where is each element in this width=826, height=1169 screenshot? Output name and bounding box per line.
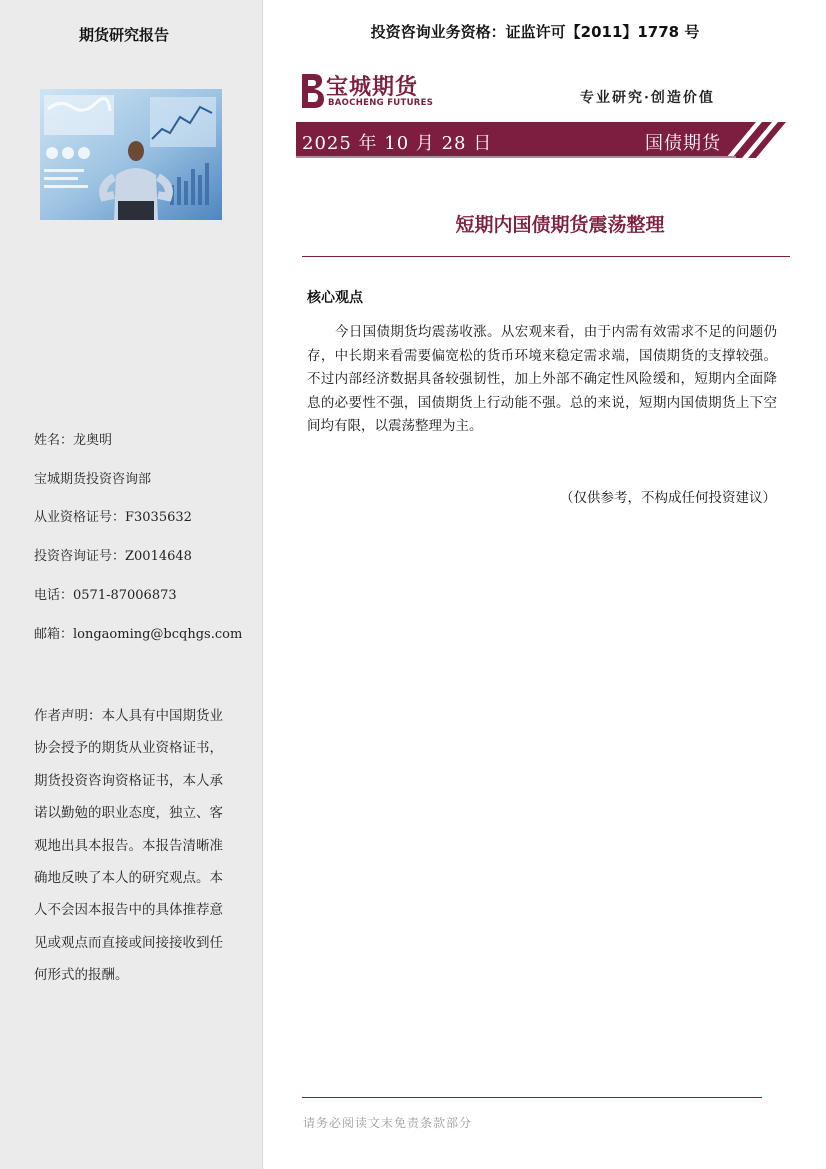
analyst-name: 姓名：龙奥明 — [34, 433, 113, 448]
qualification-line: 投资咨询业务资格：证监许可【2011】1778 号 — [370, 23, 700, 41]
author-statement: 作者声明：本人具有中国期货业协会授予的期货从业资格证书，期货投资咨询资格证书，本人承诺以勤勉的职业态度，独立、客观地出具本报告。本报告清晰准确地反映了本人的研究观点。本人不会因本报告中的具体推荐意见或观点而直接或间接接收到任何形式的报酬。 — [34, 708, 223, 984]
sidebar — [0, 0, 263, 1169]
logo-text-en: BAOCHENG FUTURES — [328, 98, 434, 108]
company-logo — [296, 70, 436, 112]
consult-number: 投资咨询证号：Z0014648 — [34, 549, 192, 564]
disclaimer: （仅供参考，不构成任何投资建议） — [560, 490, 776, 506]
phone: 电话：0571-87006873 — [34, 588, 177, 603]
core-view-paragraph: 今日国债期货均震荡收涨。从宏观来看，由于内需有效需求不足的问题仍存，中长期来看需要偏宽松的货币环境来稳定需求端，国债期货的支撑较强。不过内部经济数据具备较强韧性，加上外部不确定性风险缓和，短期内全面降息的必要性不强，国债期货上行动能不强。总的来说，短期内国债期货上下空间均有限，以震荡整理为主。 — [307, 324, 777, 435]
report-type-label: 期货研究报告 — [78, 26, 169, 44]
cover-image — [40, 89, 222, 220]
footer-note: 请务必阅读文末免责条款部分 — [303, 1116, 473, 1130]
license-number: 从业资格证号：F3035632 — [34, 510, 192, 525]
email: 邮箱：longaoming@bcqhgs.com — [34, 627, 243, 642]
slogan: 专业研究·创造价值 — [580, 90, 715, 106]
department: 宝城期货投资咨询部 — [34, 472, 152, 487]
report-category: 国债期货 — [645, 133, 721, 154]
footer-divider — [302, 1097, 762, 1098]
title-divider — [302, 256, 790, 257]
logo-mark-icon — [296, 70, 326, 112]
report-date: 2025 年 10 月 28 日 — [302, 133, 493, 154]
report-title: 短期内国债期货震荡整理 — [455, 214, 665, 236]
logo-text-cn: 宝城期货 — [326, 74, 419, 100]
section-heading: 核心观点 — [307, 290, 363, 306]
